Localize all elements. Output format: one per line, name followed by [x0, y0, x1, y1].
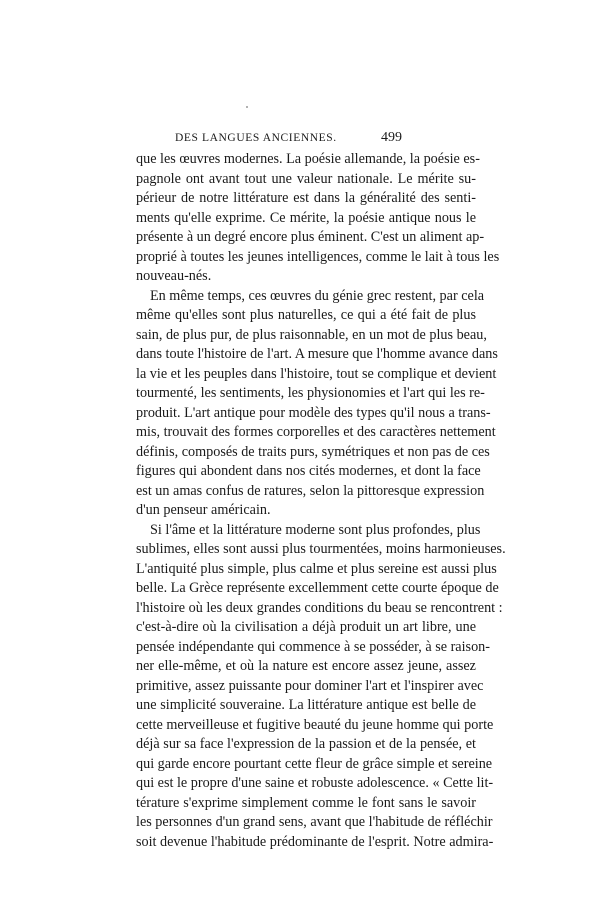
text-line: une simplicité souveraine. La littérature antique est belle de [136, 697, 476, 713]
text-line: proprié à toutes les jeunes intelligences, comme le lait à tous les [136, 248, 500, 265]
text-line: définis, composés de traits purs, symétriques et non pas de ces [136, 443, 490, 460]
text-line: soit devenue l'habitude prédominante de l'esprit. Notre admira- [136, 833, 494, 850]
text-line: dans toute l'histoire de l'art. A mesure que l'homme avance dans [136, 346, 498, 362]
text-line: L'antiquité plus simple, plus calme et plus sereine est aussi plus [136, 560, 497, 577]
text-line: qui garde encore pourtant cette fleur de grâce simple et sereine [136, 755, 493, 772]
text-line: produit. L'art antique pour modèle des types qu'il nous a trans- [136, 404, 491, 421]
text-line: tourmenté, les sentiments, les physionomies et l'art qui les re- [136, 385, 485, 401]
text-line: ments qu'elle exprime. Ce mérite, la poésie antique nous le [136, 209, 476, 226]
page-number: 499 [381, 130, 402, 145]
text-line: térature s'exprime simplement comme le font sans le savoir [136, 794, 476, 811]
text-line: que les œuvres modernes. La poésie allemande, la poésie es- [136, 151, 480, 167]
text-line: primitive, assez puissante pour dominer l'art et l'inspirer avec [136, 677, 484, 694]
paper-speck [246, 106, 248, 108]
paragraph-2 [136, 287, 498, 521]
text-line: présente à un degré encore plus éminent. C'est un aliment ap- [136, 229, 485, 245]
text-line: est un amas confus de ratures, selon la pittoresque expression [136, 482, 485, 499]
paragraph-1 [136, 150, 500, 287]
text-line: figures qui abondent dans nos cités modernes, et dont la face [136, 463, 481, 479]
text-line: Si l'âme et la littérature moderne sont plus profondes, plus [150, 521, 481, 538]
text-line: cette merveilleuse et fugitive beauté du jeune homme qui porte [136, 716, 494, 733]
text-line: nouveau-nés. [136, 268, 212, 284]
text-line: sain, de plus pur, de plus raisonnable, en un mot de plus beau, [136, 326, 487, 343]
text-line: d'un penseur américain. [136, 502, 271, 518]
paragraph-3 [136, 521, 506, 853]
text-line: ner elle-même, et où la nature est encore assez jeune, assez [136, 658, 476, 674]
text-line: mis, trouvait des formes corporelles et des caractères nettement [136, 424, 496, 440]
running-head [0, 132, 600, 148]
text-line: même qu'elles sont plus naturelles, ce qui a été fait de plus [136, 307, 476, 323]
text-line: sublimes, elles sont aussi plus tourmentées, moins harmonieuses. [136, 541, 506, 557]
text-line: périeur de notre littérature est dans la généralité des senti- [136, 190, 476, 206]
text-line: c'est-à-dire où la civilisation a déjà produit un art libre, une [136, 619, 476, 635]
text-line: l'histoire où les deux grandes conditions du beau se rencontrent : [136, 599, 503, 616]
text-line: En même temps, ces œuvres du génie grec restent, par cela [150, 287, 485, 304]
text-line: déjà sur sa face l'expression de la passion et de la pensée, et [136, 736, 476, 752]
body-text [136, 150, 506, 852]
text-line: les personnes d'un grand sens, avant que l'habitude de réfléchir [136, 814, 493, 830]
text-line: qui est le propre d'une saine et robuste adolescence. « Cette lit- [136, 775, 494, 791]
text-line: la vie et les peuples dans l'histoire, tout se complique et devient [136, 365, 497, 382]
text-line: pagnole ont avant tout une valeur nationale. Le mérite su- [136, 170, 476, 187]
text-line: pensée indépendante qui commence à se posséder, à se raison- [136, 638, 490, 655]
text-line: belle. La Grèce représente excellemment cette courte époque de [136, 580, 499, 596]
running-title: DES LANGUES ANCIENNES. [175, 132, 337, 144]
